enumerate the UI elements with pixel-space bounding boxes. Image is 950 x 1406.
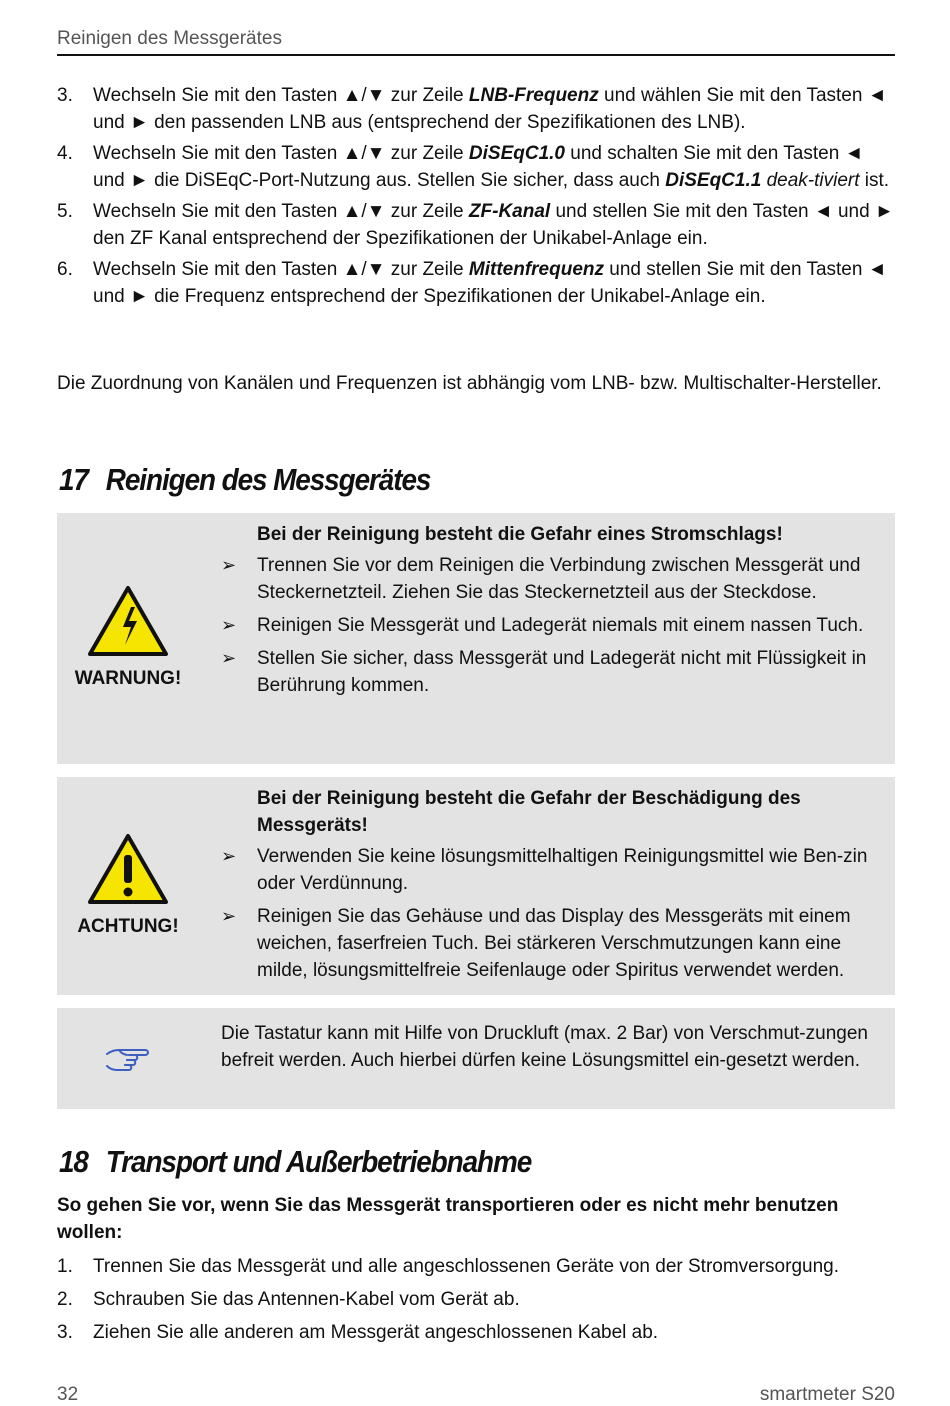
caution-label: ACHTUNG!	[77, 915, 179, 937]
caution-box	[57, 777, 895, 995]
bullet-arrow-icon: ➢	[221, 648, 237, 668]
tip-box	[57, 1008, 895, 1109]
product-name: smartmeter S20	[759, 1384, 895, 1405]
list-item: ➢ Reinigen Sie das Gehäuse und das Display des Messgeräts mit einem weichen, faserfreien Tuch. Bei stärkeren Verschmutzungen kann eine milde, lösungsmittelfreie Seifenlauge oder Spiritus verwendet werden.	[221, 903, 887, 984]
bullet-arrow-icon: ➢	[221, 555, 237, 575]
exclamation-warning-icon	[87, 833, 169, 905]
bullet-arrow-icon: ➢	[221, 906, 237, 926]
list-item: 6. Wechseln Sie mit den Tasten ▲/▼ zur Zeile Mittenfrequenz und stellen Sie mit den Tasten ◄ und ► die Frequenz entsprechend der Spezifikationen der Unikabel-Anlage ein.	[57, 259, 887, 307]
list-item: 2. Schrauben Sie das Antennen-Kabel vom Gerät ab.	[57, 1289, 520, 1310]
chapter-heading-18: 18 Transport und Außerbetriebnahme	[59, 1144, 532, 1179]
list-item: ➢ Stellen Sie sicher, dass Messgerät und Ladegerät nicht mit Flüssigkeit in Berührung kommen.	[221, 645, 887, 699]
warning-heading: Bei der Reinigung besteht die Gefahr eines Stromschlags!	[257, 524, 783, 545]
page-number: 32	[57, 1384, 79, 1405]
warning-list	[221, 552, 887, 699]
electric-hazard-icon	[87, 585, 169, 657]
running-header: Reinigen des Messgerätes	[57, 28, 895, 56]
bullet-arrow-icon: ➢	[221, 846, 237, 866]
caution-list	[221, 843, 887, 984]
list-item: ➢ Verwenden Sie keine lösungsmittelhaltigen Reinigungsmittel wie Ben-zin oder Verdünnung.	[221, 843, 887, 897]
list-item: 4. Wechseln Sie mit den Tasten ▲/▼ zur Zeile DiSEqC1.0 und schalten Sie mit den Tasten ◄ und ► die DiSEqC-Port-Nutzung aus. Stellen Sie sicher, dass auch DiSEqC1.1 deak-tiviert ist.	[57, 143, 890, 191]
pointing-hand-icon	[105, 1046, 151, 1072]
list-item: 5. Wechseln Sie mit den Tasten ▲/▼ zur Zeile ZF-Kanal und stellen Sie mit den Tasten ◄ und ► den ZF Kanal entsprechend der Spezifikationen der Unikabel-Anlage ein.	[57, 201, 894, 249]
list-item: 3. Wechseln Sie mit den Tasten ▲/▼ zur Zeile LNB-Frequenz und wählen Sie mit den Tasten ◄ und ► den passenden LNB aus (entsprechend der Spezifikationen des LNB).	[57, 85, 887, 133]
chapter18-intro: So gehen Sie vor, wenn Sie das Messgerät transportieren oder es nicht mehr benutzen wollen:	[57, 1195, 839, 1243]
warning-label: WARNUNG!	[74, 668, 182, 689]
warning-box	[57, 513, 895, 764]
step-list-top	[57, 82, 895, 314]
caution-heading: Bei der Reinigung besteht die Gefahr der Beschädigung des Messgeräts!	[257, 788, 801, 836]
list-item: 3. Ziehen Sie alle anderen am Messgerät angeschlossenen Kabel ab.	[57, 1322, 659, 1343]
tip-text: Die Tastatur kann mit Hilfe von Druckluft (max. 2 Bar) von Verschmut-zungen befreit werden. Auch hierbei dürfen keine Lösungsmittel ein-gesetzt werden.	[221, 1023, 868, 1071]
list-item: 1. Trennen Sie das Messgerät und alle angeschlossenen Geräte von der Stromversorgung.	[57, 1256, 840, 1277]
note-paragraph: Die Zuordnung von Kanälen und Frequenzen ist abhängig vom LNB- bzw. Multischalter-Hersteller.	[57, 373, 882, 394]
list-item: ➢ Trennen Sie vor dem Reinigen die Verbindung zwischen Messgerät und Steckernetzteil. Ziehen Sie das Steckernetzteil aus der Steckdose.	[221, 552, 887, 606]
bullet-arrow-icon: ➢	[221, 615, 237, 635]
list-item: ➢ Reinigen Sie Messgerät und Ladegerät niemals mit einem nassen Tuch.	[221, 612, 887, 639]
page-footer	[57, 1384, 895, 1406]
chapter-heading-17: 17 Reinigen des Messgerätes	[59, 462, 431, 497]
step-list-bottom	[57, 1253, 895, 1350]
